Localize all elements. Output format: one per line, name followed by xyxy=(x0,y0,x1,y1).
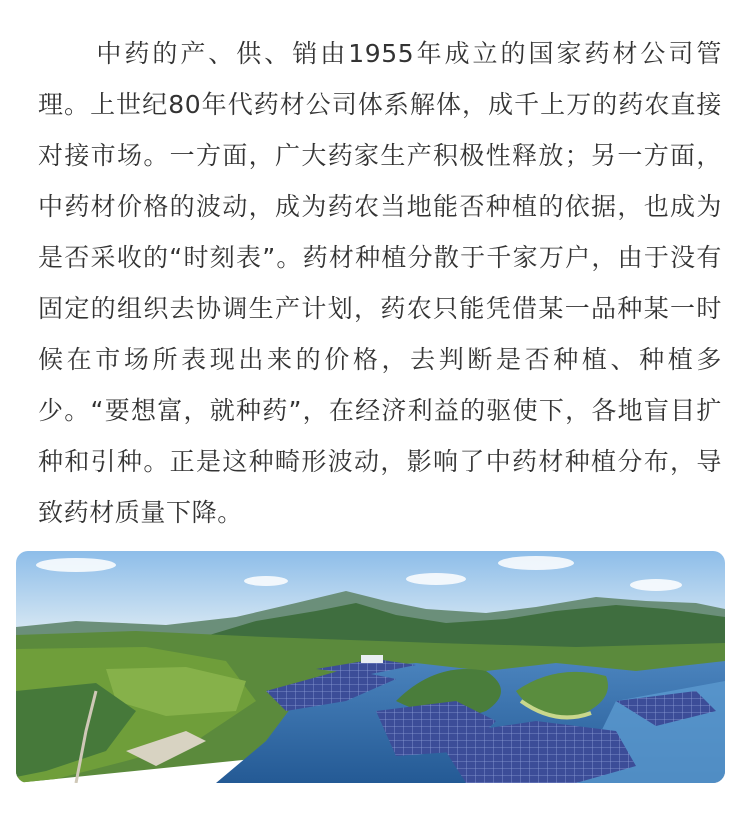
article-text: 中药的产、供、销由1955年成立的国家药材公司管理。上世纪80年代药材公司体系解体，成千上万的药农直接对接市场。一方面，广大药家生产积极性释放；另一方面，中药材价格的波动，成为药农当地能否种植的依据，也成为是否采收的“时刻表”。药材种植分散于千家万户，由于没有固定的组织去协调生产计划，药农只能凭借某一品种某一时候在市场所表现出来的价格，去判断是否种植、种植多少。“要想富，就种药”，在经济利益的驱使下，各地盲目扩种和引种。正是这种畸形波动，影响了中药材种植分布，导致药材质量下降。 xyxy=(38,39,722,527)
landscape-photo xyxy=(16,551,725,783)
buildings xyxy=(361,655,383,663)
article-paragraph xyxy=(38,28,722,538)
